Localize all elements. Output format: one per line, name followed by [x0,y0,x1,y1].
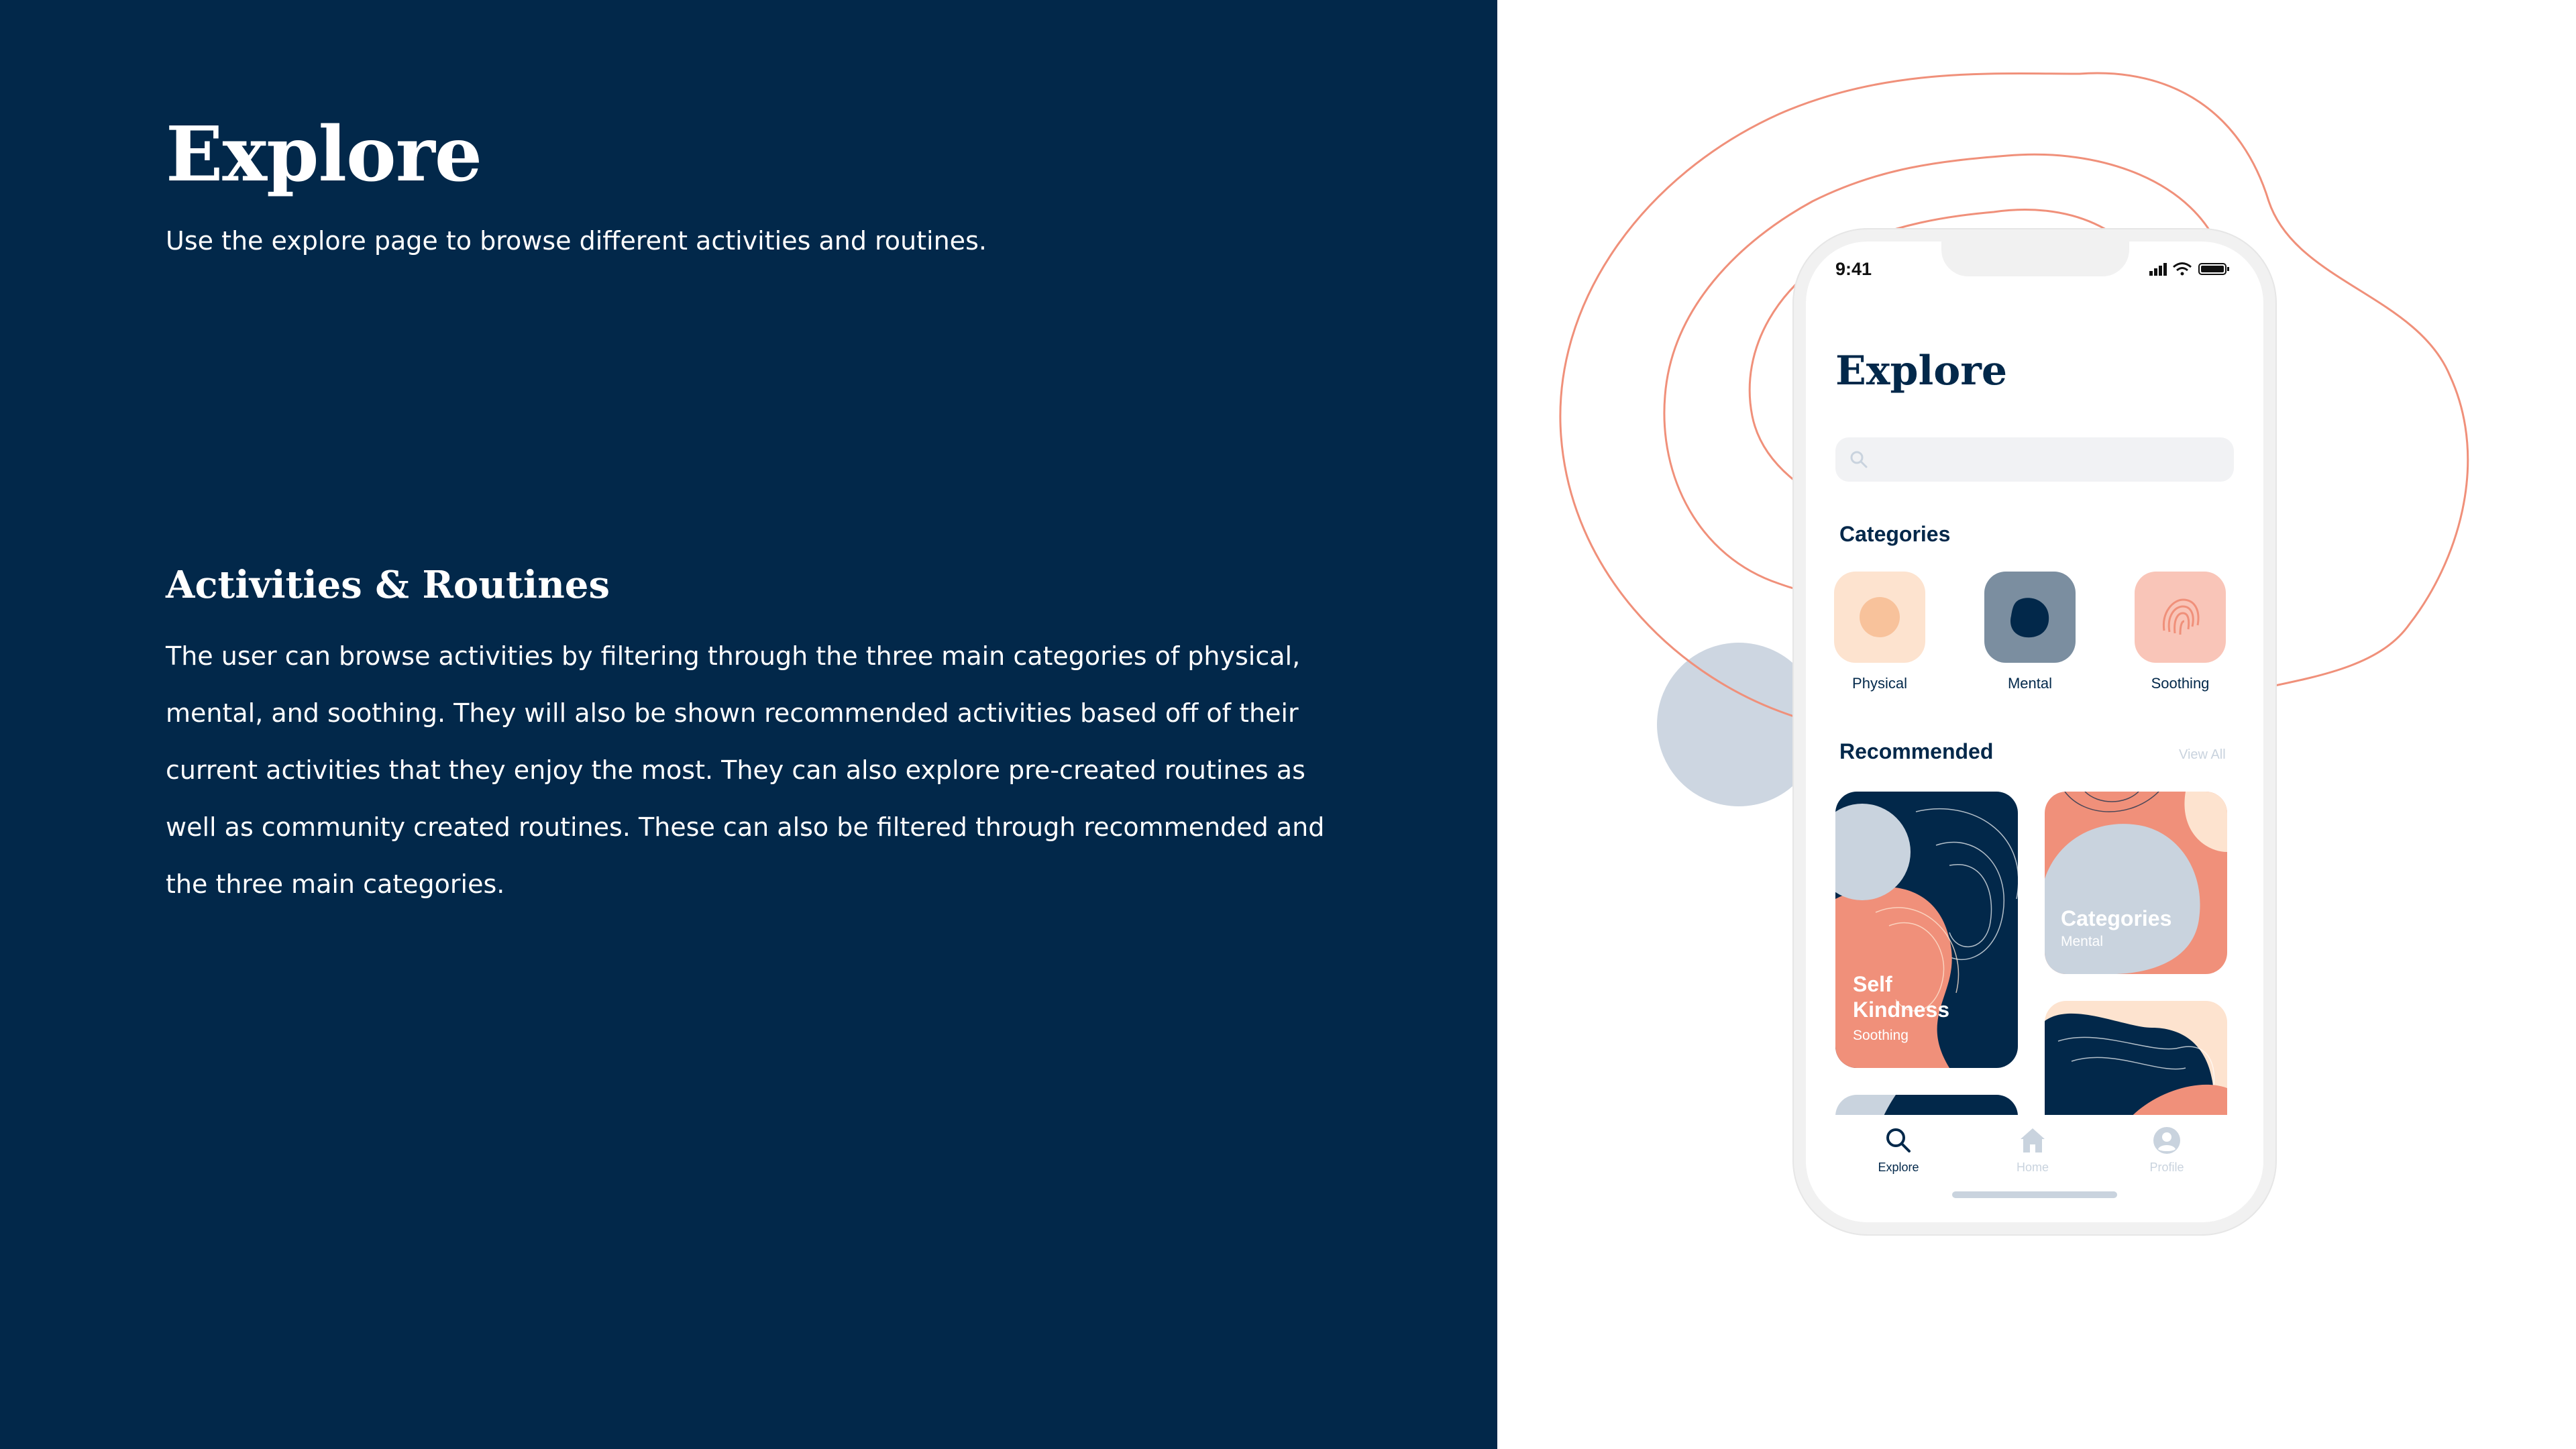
category-label: Mental [2007,675,2053,692]
home-icon [2017,1124,2049,1157]
card-artwork [1835,792,2018,1068]
mental-blob-icon [1984,572,2076,663]
card-title: Categories [2061,906,2172,930]
soothing-fingerprint-icon [2135,572,2226,663]
section-heading: Activities & Routines [166,563,610,607]
screen-title: Explore [1835,347,2008,394]
category-label: Soothing [2151,675,2210,692]
card-title-line2: Kindness [1853,998,1950,1022]
category-label: Physical [1852,675,1907,692]
category-mental[interactable] [1983,572,2077,692]
card-category: Soothing [1853,1028,1909,1043]
page-subtitle: Use the explore page to browse different activities and routines. [166,226,987,256]
category-physical[interactable] [1833,572,1927,692]
section-body: The user can browse activities by filtering through the three main categories of physical, mental, and soothing. They will also be shown recommended activities based off of their current activities that they enjoy the most. They can also explore pre-created routines as well as community created routines. These can also be filtered through recommended and the three main categories. [166,641,1325,899]
home-indicator [1952,1191,2117,1198]
physical-circle-icon [1834,572,1925,663]
tab-label: Home [2016,1161,2049,1174]
card-title-line1: Self [1853,972,1892,996]
page-title: Explore [166,111,482,199]
card-category: Mental [2061,934,2104,949]
phone-screen [1806,241,2263,1222]
card-categories[interactable] [2045,792,2227,974]
phone-notch [1941,241,2129,276]
tab-profile[interactable] [2127,1124,2207,1175]
status-time: 9:41 [1835,259,1872,279]
tab-explore[interactable] [1858,1124,1939,1175]
recommended-heading: Recommended [1839,739,1994,763]
search-input[interactable] [1835,437,2234,482]
tab-label: Profile [2149,1161,2184,1174]
wifi-icon [2174,264,2191,276]
tab-home[interactable] [1992,1124,2073,1175]
bottom-tab-bar [1806,1115,2263,1222]
categories-heading: Categories [1839,522,1951,546]
battery-icon [2199,264,2229,274]
category-soothing[interactable] [2133,572,2227,692]
search-icon [1849,449,1869,470]
tab-label: Explore [1878,1161,1919,1174]
signal-icon [2149,263,2167,276]
view-all-link[interactable]: View All [2179,747,2226,762]
card-self-kindness[interactable] [1835,792,2018,1068]
search-icon [1882,1124,1915,1157]
status-icons [2149,260,2231,276]
profile-icon [2151,1124,2183,1157]
